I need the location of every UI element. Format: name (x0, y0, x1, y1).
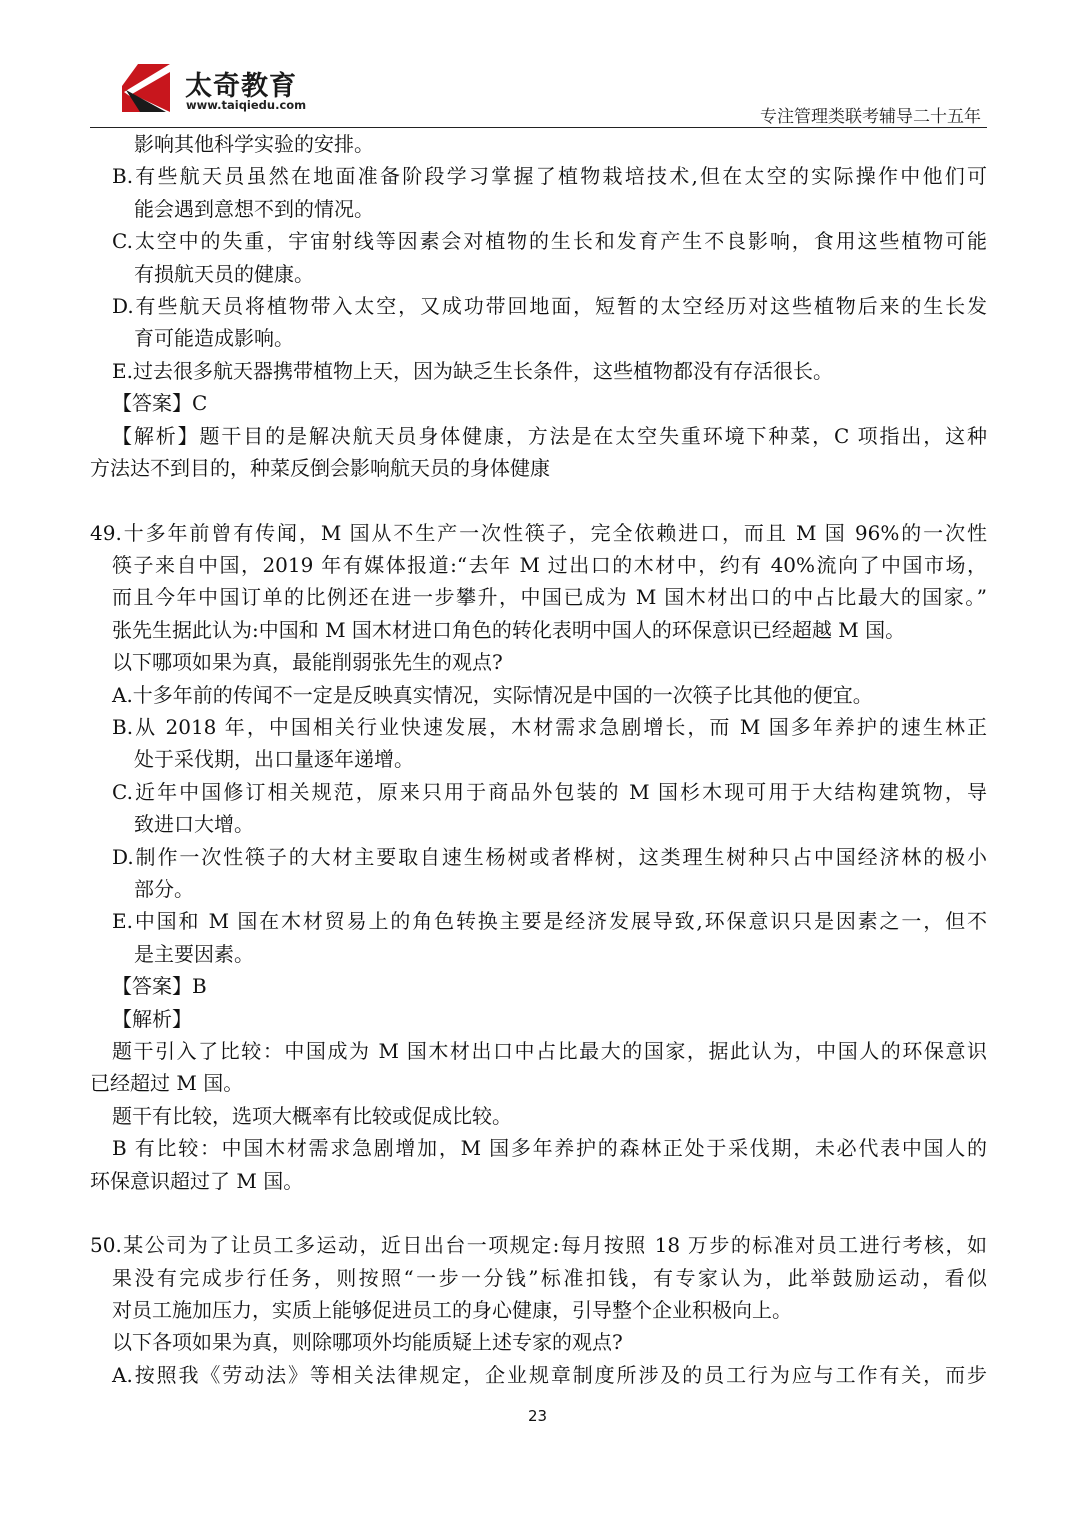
text-line: 能会遇到意想不到的情况。 (134, 196, 374, 221)
text-line: 50.某公司为了让员工多运动，近日出台一项规定:每月按照 18 万步的标准对员工进行考核，如 (90, 1233, 987, 1258)
text-line: 部分。 (134, 876, 194, 901)
text-line: B 有比较：中国木材需求急剧增加，M 国多年养护的森林正处于采伐期，未必代表中国人的 (112, 1136, 987, 1161)
text-line: 筷子来自中国，2019 年有媒体报道:“去年 M 过出口的木材中，约有 40%流向了中国市场， (112, 553, 987, 578)
text-line: E.中国和 M 国在木材贸易上的角色转换主要是经济发展导致,环保意识只是因素之一，但不 (112, 909, 987, 934)
text-line: 【答案】B (112, 974, 207, 999)
text-line: 育可能造成影响。 (134, 326, 294, 351)
text-line: 方法达不到目的，种菜反倒会影响航天员的身体健康 (90, 455, 550, 480)
text-line: D.有些航天员将植物带入太空，又成功带回地面，短暂的太空经历对这些植物后来的生长发 (112, 293, 987, 318)
text-line: 影响其他科学实验的安排。 (134, 132, 374, 156)
taiqi-logo-icon (100, 64, 170, 112)
header-slogan: 专注管理类联考辅导二十五年 (760, 107, 981, 127)
page-number: 23 (527, 1407, 548, 1425)
text-line: 张先生据此认为:中国和 M 国木材进口角色的转化表明中国人的环保意识已经超越 M 国。 (112, 617, 906, 642)
paragraph-gap (90, 484, 987, 516)
document-body (90, 128, 987, 1391)
text-line: E.过去很多航天器携带植物上天，因为缺乏生长条件，这些植物都没有存活很长。 (112, 358, 833, 383)
text-line: B.从 2018 年，中国相关行业快速发展，木材需求急剧增长，而 M 国多年养护的速生林正 (112, 715, 987, 740)
text-line: 果没有完成步行任务，则按照“一步一分钱”标准扣钱，有专家认为，此举鼓励运动，看似 (112, 1265, 987, 1290)
text-line: 题干引入了比较：中国成为 M 国木材出口中占比最大的国家，据此认为，中国人的环保意识 (112, 1038, 987, 1063)
text-line: 致进口大增。 (134, 812, 254, 837)
text-line: 【答案】C (112, 391, 208, 416)
text-line: 以下各项如果为真，则除哪项外均能质疑上述专家的观点? (112, 1330, 623, 1355)
brand-url: www.taiqiedu.com (186, 98, 307, 112)
text-line: 已经超过 M 国。 (90, 1071, 244, 1096)
text-line: 49.十多年前曾有传闻，M 国从不生产一次性筷子，完全依赖进口，而且 M 国 96%的一次性 (90, 520, 987, 545)
text-line: 环保意识超过了 M 国。 (90, 1168, 304, 1193)
text-line: 而且今年中国订单的比例还在进一步攀升，中国已成为 M 国木材出口的中占比最大的国家。” (112, 585, 987, 610)
text-line: 是主要因素。 (134, 941, 254, 966)
text-line: C.太空中的失重，宇宙射线等因素会对植物的生长和发育产生不良影响，食用这些植物可能 (112, 229, 987, 254)
text-line: A.按照我《劳动法》等相关法律规定，企业规章制度所涉及的员工行为应与工作有关，而步 (112, 1362, 987, 1387)
page-header (90, 62, 985, 128)
text-line: 【解析】题干目的是解决航天员身体健康，方法是在太空失重环境下种菜，C 项指出，这种 (112, 423, 987, 448)
text-line: A.十多年前的传闻不一定是反映真实情况，实际情况是中国的一次筷子比其他的便宜。 (112, 682, 873, 707)
text-line: 【解析】 (112, 1006, 192, 1031)
brand-name: 太奇教育 (185, 71, 297, 102)
text-line: 有损航天员的健康。 (134, 261, 314, 286)
text-line: D.制作一次性筷子的大材主要取自速生杨树或者桦树，这类理生树种只占中国经济林的极小 (112, 844, 987, 869)
text-line: B.有些航天员虽然在地面准备阶段学习掌握了植物栽培技术,但在太空的实际操作中他们可 (112, 164, 987, 189)
text-line: 题干有比较，选项大概率有比较或促成比较。 (112, 1103, 512, 1128)
paragraph-gap (90, 1197, 987, 1229)
text-line: 处于采伐期，出口量逐年递增。 (134, 747, 414, 772)
text-line: 对员工施加压力，实质上能够促进员工的身心健康，引导整个企业积极向上。 (112, 1298, 792, 1323)
text-line: 以下哪项如果为真，最能削弱张先生的观点? (112, 650, 503, 675)
text-line: C.近年中国修订相关规范，原来只用于商品外包装的 M 国杉木现可用于大结构建筑物，导 (112, 779, 987, 804)
